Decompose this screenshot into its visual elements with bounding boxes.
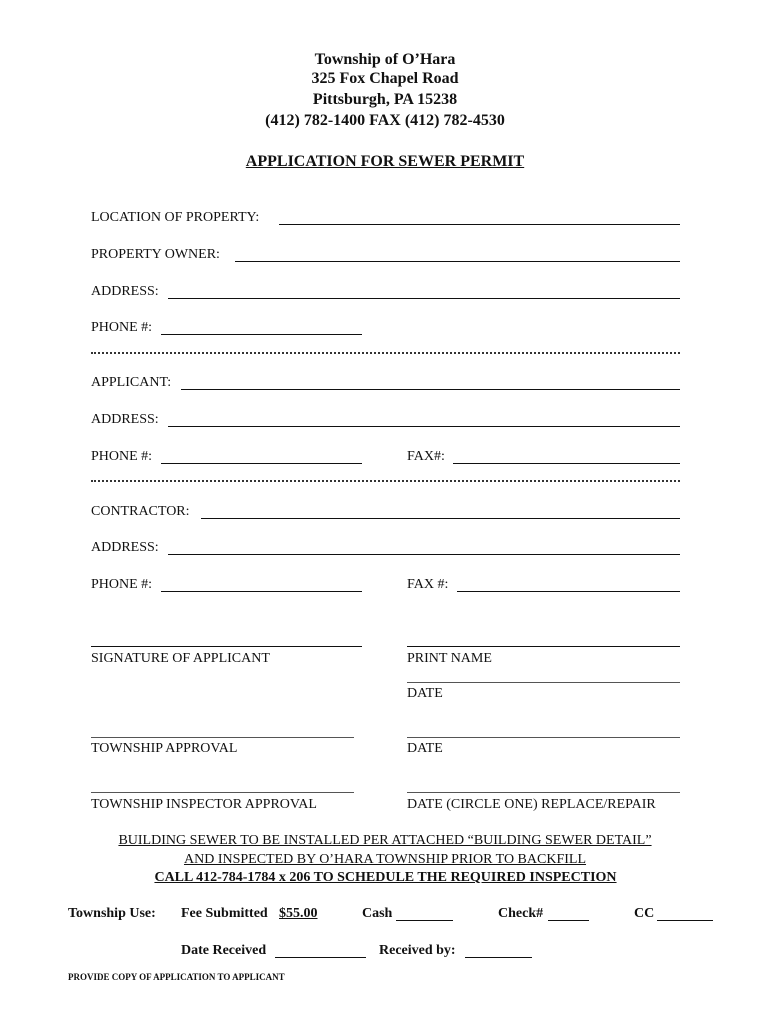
contractor-fax-field[interactable]: [457, 591, 680, 592]
contractor-phone-label: PHONE #:: [91, 577, 153, 592]
date-field-3[interactable]: [407, 792, 680, 793]
contractor-phone-field[interactable]: [161, 591, 362, 592]
applicant-field[interactable]: [181, 389, 680, 390]
date-label-2: DATE: [407, 741, 443, 756]
applicant-phone-field[interactable]: [161, 463, 362, 464]
date-received-label: Date Received: [181, 943, 267, 958]
contractor-field[interactable]: [201, 518, 680, 519]
received-by-label: Received by:: [379, 943, 456, 958]
applicant-address-label: ADDRESS:: [91, 412, 159, 427]
notice-line-3: CALL 412-784-1784 x 206 TO SCHEDULE THE REQUIRED INSPECTION: [154, 870, 617, 885]
signature-label: SIGNATURE OF APPLICANT: [91, 651, 270, 666]
print-name-label: PRINT NAME: [407, 651, 492, 666]
township-approval-label: TOWNSHIP APPROVAL: [91, 741, 238, 756]
applicant-fax-label: FAX#:: [407, 449, 445, 464]
check-label: Check#: [498, 906, 544, 921]
form-title: APPLICATION FOR SEWER PERMIT: [245, 153, 525, 170]
section-divider: [91, 352, 680, 354]
property-owner-label: PROPERTY OWNER:: [91, 247, 220, 262]
fee-submitted-label: Fee Submitted: [181, 906, 268, 921]
township-name: Township of O’Hara: [314, 51, 456, 68]
owner-phone-field[interactable]: [161, 334, 362, 335]
applicant-phone-label: PHONE #:: [91, 449, 153, 464]
date-received-field[interactable]: [275, 957, 366, 958]
contractor-fax-label: FAX #:: [407, 577, 449, 592]
township-use-label: Township Use:: [68, 906, 156, 921]
print-name-field[interactable]: [407, 646, 680, 647]
inspector-approval-label: TOWNSHIP INSPECTOR APPROVAL: [91, 797, 317, 812]
signature-field[interactable]: [91, 646, 362, 647]
location-field[interactable]: [279, 224, 680, 225]
property-owner-field[interactable]: [235, 261, 680, 262]
cash-label: Cash: [362, 906, 393, 921]
owner-address-label: ADDRESS:: [91, 284, 159, 299]
received-by-field[interactable]: [465, 957, 532, 958]
fee-amount: $55.00: [279, 906, 318, 921]
notice-line-2: AND INSPECTED BY O’HARA TOWNSHIP PRIOR TO BACKFILL: [183, 852, 587, 867]
owner-address-field[interactable]: [168, 298, 680, 299]
contractor-address-field[interactable]: [168, 554, 680, 555]
cash-field[interactable]: [396, 920, 453, 921]
contractor-label: CONTRACTOR:: [91, 504, 190, 519]
date-field-1[interactable]: [407, 682, 680, 683]
township-street: 325 Fox Chapel Road: [311, 70, 459, 87]
applicant-label: APPLICANT:: [91, 375, 172, 390]
contractor-address-label: ADDRESS:: [91, 540, 159, 555]
township-city: Pittsburgh, PA 15238: [312, 91, 458, 108]
date-label-1: DATE: [407, 686, 443, 701]
check-field[interactable]: [548, 920, 589, 921]
date-field-2[interactable]: [407, 737, 680, 738]
cc-field[interactable]: [657, 920, 713, 921]
applicant-fax-field[interactable]: [453, 463, 680, 464]
replace-repair-label: DATE (CIRCLE ONE) REPLACE/REPAIR: [407, 797, 656, 812]
owner-phone-label: PHONE #:: [91, 320, 153, 335]
applicant-address-field[interactable]: [168, 426, 680, 427]
location-label: LOCATION OF PROPERTY:: [91, 210, 260, 225]
township-phone-fax: (412) 782-1400 FAX (412) 782-4530: [265, 112, 505, 129]
inspector-approval-field[interactable]: [91, 792, 354, 793]
section-divider: [91, 480, 680, 482]
footer-note: PROVIDE COPY OF APPLICATION TO APPLICANT: [68, 972, 285, 982]
township-approval-field[interactable]: [91, 737, 354, 738]
notice-line-1: BUILDING SEWER TO BE INSTALLED PER ATTACHED “BUILDING SEWER DETAIL”: [118, 833, 652, 848]
cc-label: CC: [634, 906, 655, 921]
